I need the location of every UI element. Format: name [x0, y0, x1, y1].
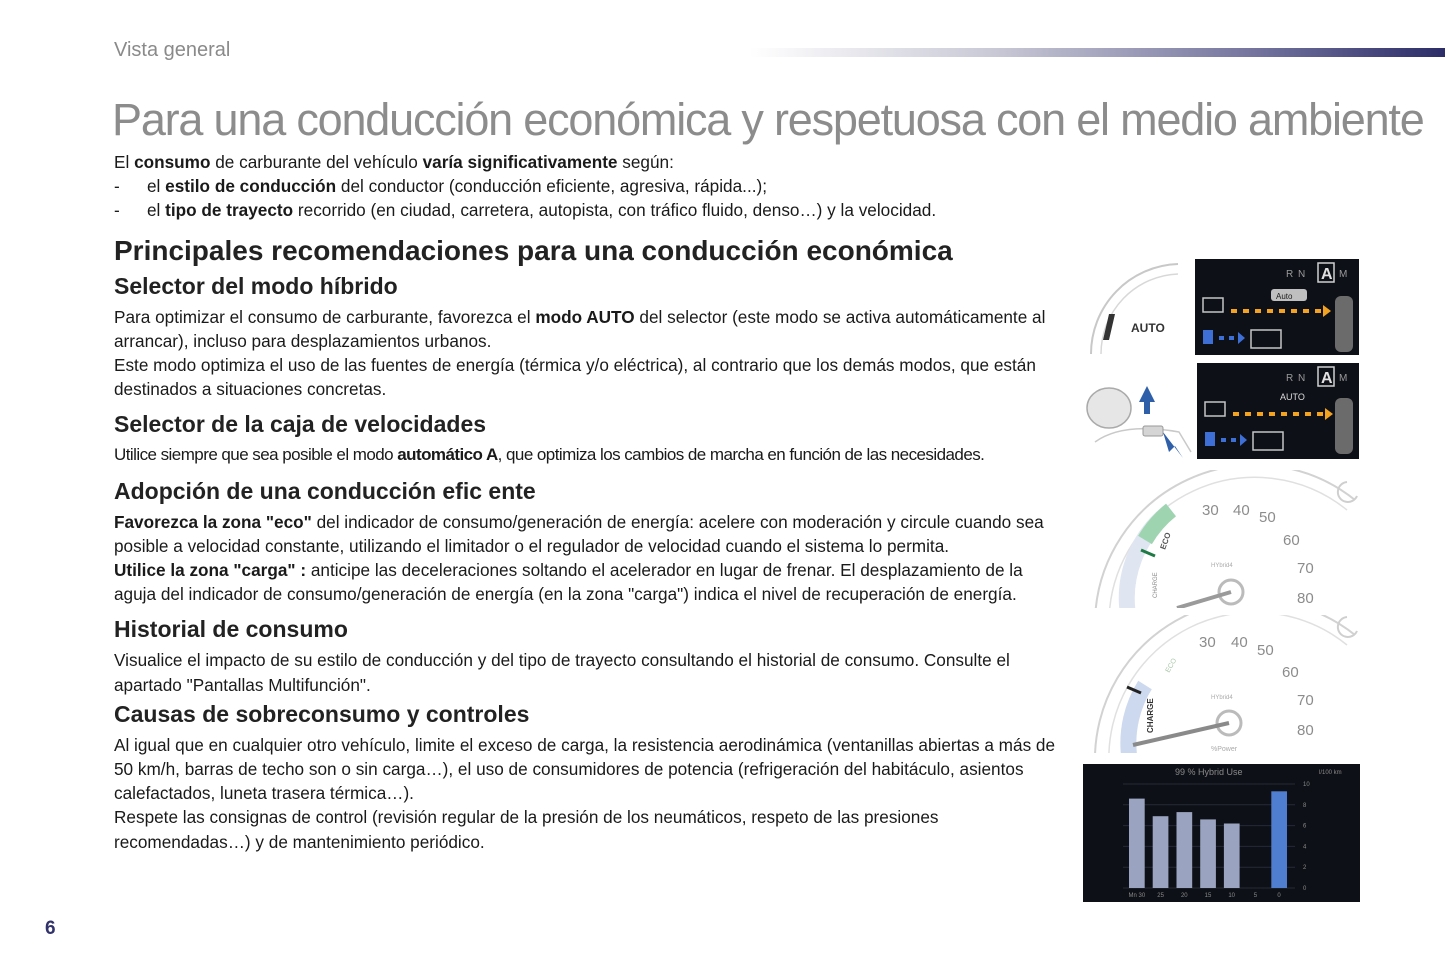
chart-y-tick-label: 10 [1303, 782, 1310, 788]
chart-x-tick-label: 15 [1204, 893, 1212, 899]
header-gradient-bar [750, 48, 1445, 57]
chart-title: 99 % Hybrid Use [1175, 767, 1243, 777]
gear-letter: R [1286, 373, 1294, 384]
power-label: %Power [1211, 746, 1238, 753]
section-label: Vista general [114, 39, 231, 61]
charge-zone-label: CHARGE [1153, 572, 1159, 598]
chart-y-tick-label: 2 [1303, 865, 1307, 872]
gear-lever-knob [1087, 388, 1131, 428]
heading-consumption-history: Historial de consumo [114, 616, 348, 643]
efficient-paragraph: Utilice la zona "carga" : anticipe las deceleraciones soltando el acelerador en lugar de frenar. El desplazamiento de la aguja del indicador de consumo/generación de energía (en la zona "carga") indica el nivel de recuperación de energía. [114, 560, 1023, 605]
intro-bullet: - el tipo de trayecto recorrido (en ciudad, carretera, autopista, con tráfico fluido, denso…) y la velocidad. [114, 200, 937, 221]
chart-y-tick-label: 8 [1303, 802, 1307, 809]
figure-charge-gauge [1085, 615, 1360, 753]
wheel-icon [1335, 296, 1353, 352]
history-paragraph: Visualice el impacto de su estilo de conducción y del tipo de trayecto consultando el historial de consumo. Consulte el apartado "Pantallas Multifunción". [114, 650, 1010, 695]
gear-letter-active: A [1321, 266, 1333, 283]
hybrid-paragraph: Este modo optimiza el uso de las fuentes de energía (térmica y/o eléctrica), al contrario que los demás modos, que están destinados a situaciones concretas. [114, 355, 1036, 400]
intro-line: El consumo de carburante del vehículo varía significativamente según: [114, 152, 674, 172]
chart-bar [1224, 824, 1240, 889]
content-column [114, 150, 1064, 854]
speed-tick: 30 [1199, 634, 1216, 651]
gear-letter: M [1339, 269, 1348, 280]
chart-background [1083, 764, 1360, 902]
chart-bar [1200, 819, 1216, 888]
speed-tick: 60 [1282, 664, 1299, 681]
main-heading: Principales recomendaciones para una conducción económica [114, 234, 953, 266]
heading-hybrid-selector: Selector del modo híbrido [114, 272, 398, 299]
chart-x-tick-label: 20 [1180, 893, 1188, 899]
gear-letter-active: A [1321, 370, 1333, 387]
gear-letter: N [1298, 373, 1306, 384]
speed-tick: 80 [1297, 722, 1314, 739]
wheel-icon [1335, 398, 1353, 454]
overconsumption-paragraph: Al igual que en cualquier otro vehículo, limite el exceso de carga, la resistencia aerodinámica (ventanillas abiertas a más de 50 km/h, barras de techo son o sin carga…), el uso de consumidores de potencia (refrigeración del habitáculo, asientos calefactados, luneta trasera térmica…). [114, 734, 1056, 804]
speed-tick: 70 [1297, 692, 1314, 709]
chart-bar [1129, 799, 1145, 888]
chart-y-tick-label: 4 [1303, 844, 1307, 851]
intro-bullet: - el estilo de conducción del conductor (conducción eficiente, agresiva, rápida...); [114, 176, 767, 197]
gear-letter: M [1339, 373, 1348, 384]
chart-x-tick-label: 10 [1228, 893, 1236, 899]
chart-y-tick-label: 6 [1303, 823, 1307, 830]
screen-mode-text: AUTO [1280, 392, 1305, 402]
speed-tick: 60 [1283, 532, 1300, 549]
chart-x-tick-label: Mn 30 [1128, 893, 1146, 899]
figure-hybrid-mode-selector [1083, 258, 1360, 356]
chart-x-tick-label: 25 [1157, 893, 1164, 899]
chart-units: l/100 km [1319, 770, 1342, 776]
speed-tick: 80 [1297, 590, 1314, 607]
efficient-paragraph: Favorezca la zona "eco" del indicador de consumo/generación de energía: acelere con moderación y circule cuando sea posible a velocidad constante, utilizando el limitador o el regulador de velocidad cuando el sistema lo permita. [114, 511, 1044, 556]
speed-tick: 50 [1257, 642, 1274, 659]
chart-bar [1177, 812, 1193, 888]
gear-letter: N [1298, 269, 1306, 280]
chart-x-tick-label: 5 [1253, 893, 1258, 899]
motor-icon [1205, 432, 1215, 446]
brand-label: HYbrid4 [1211, 695, 1233, 701]
chart-bar [1153, 816, 1169, 888]
heading-efficient-driving: Adopción de una conducción efic ente [114, 477, 536, 504]
speed-tick: 40 [1233, 502, 1250, 519]
gearbox-paragraph: Utilice siempre que sea posible el modo automático A, que optimiza los cambios de marcha en función de las necesidades. [114, 445, 985, 465]
page-number: 6 [45, 918, 56, 939]
speed-tick: 30 [1202, 502, 1219, 519]
motor-icon [1203, 330, 1213, 344]
eco-zone-label: ECO [1158, 531, 1173, 551]
speed-tick: 50 [1259, 509, 1276, 526]
brand-label: HYbrid4 [1211, 563, 1233, 569]
page-title: Para una conducción económica y respetuosa con el medio ambiente [112, 94, 1424, 145]
figure-gearbox-selector [1083, 362, 1360, 460]
overconsumption-paragraph: Respete las consignas de control (revisión regular de la presión de los neumáticos, respeto de las presiones recomendadas…) y de mantenimiento periódico. [114, 807, 939, 852]
hybrid-paragraph: Para optimizar el consumo de carburante, favorezca el modo AUTO del selector (este modo se activa automáticamente al arrancar), incluso para desplazamientos urbanos. [114, 306, 1046, 351]
figure-eco-gauge [1085, 470, 1360, 608]
speed-tick: 70 [1297, 560, 1314, 577]
figure-consumption-history-chart [1083, 764, 1360, 902]
chart-y-tick-label: 0 [1303, 886, 1307, 892]
heading-overconsumption: Causas de sobreconsumo y controles [114, 700, 530, 727]
chart-bar [1271, 791, 1287, 888]
screen-mode-text: Auto [1276, 292, 1293, 301]
button-icon [1143, 426, 1163, 436]
eco-zone-label: ECO [1164, 657, 1179, 674]
gear-letter: R [1286, 269, 1294, 280]
dial-auto-label: AUTO [1131, 321, 1165, 335]
heading-gearbox-selector: Selector de la caja de velocidades [114, 411, 487, 438]
speed-tick: 40 [1231, 634, 1248, 651]
chart-x-tick-label: 0 [1277, 893, 1281, 899]
charge-zone-label: CHARGE [1146, 698, 1155, 733]
